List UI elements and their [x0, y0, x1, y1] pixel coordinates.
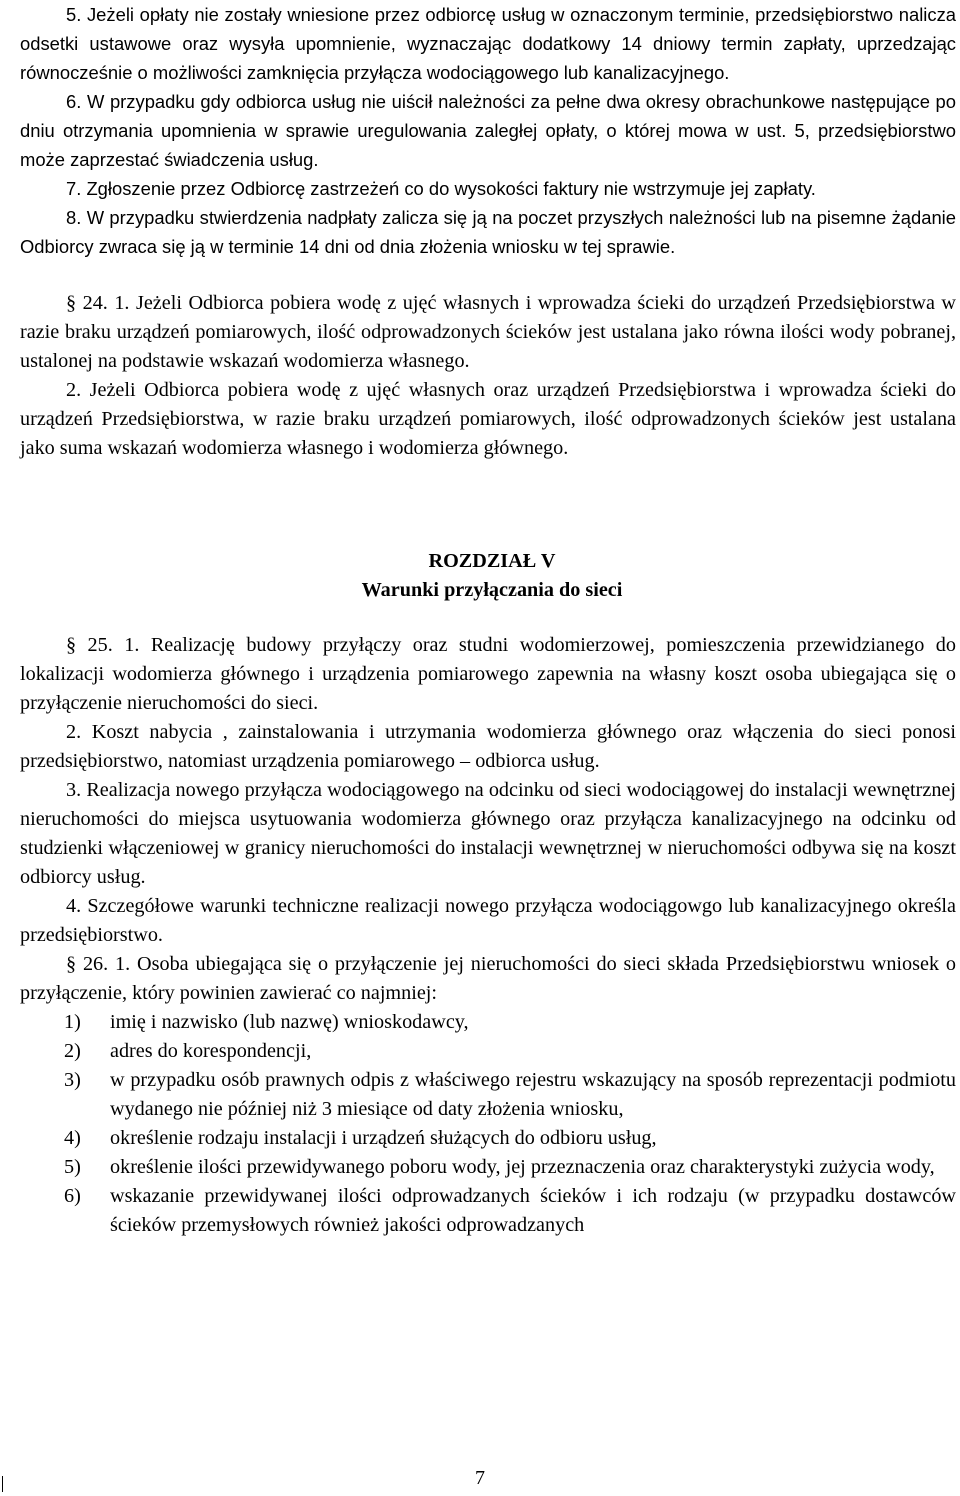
section-25-point-3: 3. Realizacja nowego przyłącza wodociągowego na odcinku od sieci wodociągowej do instalacji wewnętrznej nieruchomości do miejsca usytuowania wodomierza głównego oraz przyłącza kanalizacyjnego na odcinku od studzienki włączeniowej w granicy nieruchomości do instalacji wewnętrznej w nieruchomości odbywa się na koszt odbiorcy usług.	[20, 779, 956, 888]
application-requirements-list	[20, 1008, 956, 1240]
payment-rules-block	[20, 0, 956, 261]
section-26-intro: § 26. 1. Osoba ubiegająca się o przyłączenie jej nieruchomości do sieci składa Przedsiębiorstwu wniosek o przyłączenie, który powinien zawierać co najmniej:	[20, 953, 956, 1004]
list-item-text: określenie rodzaju instalacji i urządzeń służących do odbioru usług,	[110, 1127, 657, 1149]
list-item	[20, 1124, 956, 1153]
section-25-point-4: 4. Szczegółowe warunki techniczne realizacji nowego przyłącza wodociągowgo lub kanalizacyjnego określa przedsiębiorstwo.	[20, 895, 956, 946]
list-item	[20, 1153, 956, 1182]
list-item-text: wskazanie przewidywanej ilości odprowadzanych ścieków i ich rodzaju (w przypadku dostawców ścieków przemysłowych również jakości odprowadzanych	[110, 1185, 956, 1236]
list-item-text: w przypadku osób prawnych odpis z właściwego rejestru wskazujący na sposób reprezentacji podmiotu wydanego nie później niż 3 miesiące od daty złożenia wniosku,	[110, 1069, 956, 1120]
section-25	[20, 631, 956, 950]
section-25-point-1: § 25. 1. Realizację budowy przyłączy oraz studni wodomierzowej, pomieszczenia przewidzianego do lokalizacji wodomierza głównego i urządzenia pomiarowego zapewnia na własny koszt osoba ubiegająca się o przyłączenie nieruchomości do sieci.	[20, 634, 956, 714]
spacer	[20, 605, 956, 631]
section-25-point-2: 2. Koszt nabycia , zainstalowania i utrzymania wodomierza głównego oraz włączenia do sieci ponosi przedsiębiorstwo, natomiast urządzenia pomiarowego – odbiorca usług.	[20, 721, 956, 772]
list-item-number: 1)	[64, 1011, 81, 1033]
list-item-number: 4)	[64, 1127, 81, 1149]
page-number: 7	[475, 1467, 485, 1489]
list-item-number: 6)	[64, 1185, 81, 1207]
list-item	[20, 1008, 956, 1037]
section-24	[20, 289, 956, 463]
paragraph-6: 6. W przypadku gdy odbiorca usług nie uiścił należności za pełne dwa okresy obrachunkowe następujące po dniu otrzymania upomnienia w sprawie uregulowania zaległej opłaty, o której mowa w ust. 5, przedsiębiorstwo może zaprzestać świadczenia usług.	[20, 91, 956, 170]
section-24-point-2: 2. Jeżeli Odbiorca pobiera wodę z ujęć własnych oraz urządzeń Przedsiębiorstwa i wprowadza ścieki do urządzeń Przedsiębiorstwa, w razie braku urządzeń pomiarowych, ilość odprowadzonych ścieków jest ustalana jako suma wskazań wodomierza własnego i wodomierza głównego.	[20, 379, 956, 459]
paragraph-7: 7. Zgłoszenie przez Odbiorcę zastrzeżeń co do wysokości faktury nie wstrzymuje jej zapłaty.	[66, 178, 816, 199]
list-item	[20, 1066, 956, 1124]
chapter-label: ROZDZIAŁ V	[428, 550, 556, 572]
list-item-text: określenie ilości przewidywanego poboru wody, jej przeznaczenia oraz charakterystyki zużycia wody,	[110, 1156, 935, 1178]
list-item	[20, 1037, 956, 1066]
spacer	[20, 261, 956, 289]
section-24-point-1: § 24. 1. Jeżeli Odbiorca pobiera wodę z ujęć własnych i wprowadza ścieki do urządzeń Przedsiębiorstwa w razie braku urządzeń pomiarowych, ilość odprowadzonych ścieków jest ustalana jako równa ilości wody pobranej, ustalonej na podstawie wskazań wodomierza własnego.	[20, 292, 956, 372]
paragraph-5: 5. Jeżeli opłaty nie zostały wniesione przez odbiorcę usług w oznaczonym terminie, przedsiębiorstwo nalicza odsetki ustawowe oraz wysyła upomnienie, wyznaczając dodatkowy 14 dniowy termin zapłaty, uprzedzając równocześnie o możliwości zamknięcia przyłącza wodociągowego lub kanalizacyjnego.	[20, 4, 956, 83]
list-item-number: 2)	[64, 1040, 81, 1062]
paragraph-8: 8. W przypadku stwierdzenia nadpłaty zalicza się ją na poczet przyszłych należności lub na pisemne żądanie Odbiorcy zwraca się ją w terminie 14 dni od dnia złożenia wniosku w tej sprawie.	[20, 207, 956, 257]
list-item-number: 5)	[64, 1156, 81, 1178]
spacer	[20, 463, 956, 547]
chapter-title: Warunki przyłączania do sieci	[361, 579, 623, 601]
list-item-number: 3)	[64, 1069, 81, 1091]
list-item-text: imię i nazwisko (lub nazwę) wnioskodawcy,	[110, 1011, 469, 1033]
chapter-heading	[20, 547, 956, 605]
document-page	[20, 0, 956, 1240]
list-item-text: adres do korespondencji,	[110, 1040, 312, 1062]
section-26	[20, 950, 956, 1240]
list-item	[20, 1182, 956, 1240]
